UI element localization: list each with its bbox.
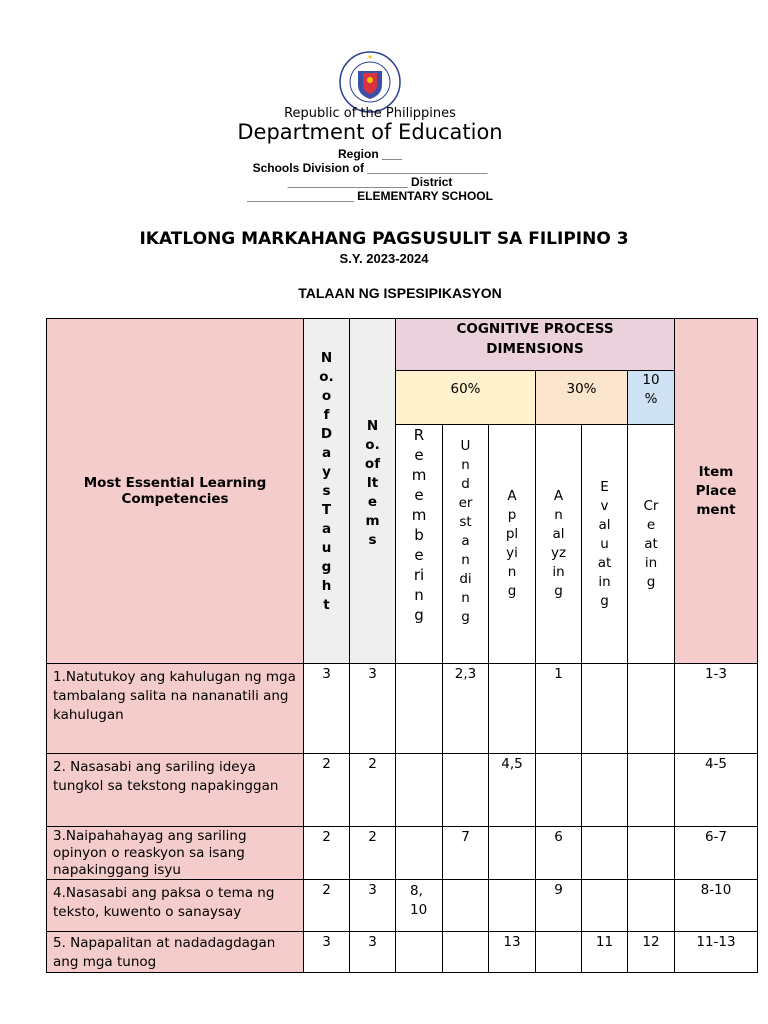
applying-cell: 4,5 [489, 754, 536, 827]
creating-cell [628, 880, 675, 932]
evaluating-cell [582, 880, 628, 932]
items-cell: 3 [350, 932, 396, 973]
days-cell: 2 [304, 827, 350, 880]
region-line: Region ___ [337, 147, 403, 161]
table-row [47, 827, 758, 880]
creating-cell [628, 827, 675, 880]
exam-title: IKATLONG MARKAHANG PAGSUSULIT SA FILIPINO 3 [139, 229, 629, 249]
evaluating-header [582, 425, 628, 664]
days-taught-label: N o. o f D a y s T a u g h t [319, 350, 334, 613]
school-line: ________________ ELEMENTARY SCHOOL [247, 189, 493, 203]
competency-cell: 2. Nasasabi ang sariling ideya tungkol sa tekstong napakinggan [47, 754, 304, 827]
understanding-cell: 2,3 [443, 664, 489, 754]
district-line: __________________ District [287, 175, 453, 189]
analyzing-cell [536, 754, 582, 827]
analyzing-cell: 6 [536, 827, 582, 880]
division-line: Schools Division of __________________ [252, 161, 488, 175]
understanding-cell [443, 754, 489, 827]
specification-table [46, 318, 758, 973]
items-cell: 2 [350, 827, 396, 880]
competencies-header: Most Essential Learning Competencies [47, 319, 304, 664]
table-row [47, 880, 758, 932]
analyzing-header [536, 425, 582, 664]
analyzing-cell: 1 [536, 664, 582, 754]
evaluating-cell [582, 754, 628, 827]
remembering-label: R e m e m b e ri n g [411, 426, 427, 624]
placement-cell: 6-7 [675, 827, 758, 880]
creating-cell [628, 754, 675, 827]
evaluating-cell [582, 827, 628, 880]
days-cell: 2 [304, 880, 350, 932]
remembering-cell [396, 754, 443, 827]
pct-30-cell: 30% [536, 371, 628, 425]
table-subtitle: TALAAN NG ISPESIPIKASYON [298, 285, 502, 301]
no-of-items-header [350, 319, 396, 664]
applying-cell: 13 [489, 932, 536, 973]
analyzing-cell: 9 [536, 880, 582, 932]
evaluating-label: E v al u at in g [597, 478, 612, 609]
creating-cell [628, 664, 675, 754]
evaluating-cell [582, 664, 628, 754]
understanding-cell [443, 932, 489, 973]
understanding-label: U n d er st a n di n g [458, 438, 473, 625]
analyzing-cell [536, 932, 582, 973]
understanding-header [443, 425, 489, 664]
applying-label: A p pl yi n g [505, 488, 519, 599]
items-cell: 3 [350, 880, 396, 932]
placement-cell: 1-3 [675, 664, 758, 754]
cognitive-dimensions-header: COGNITIVE PROCESS DIMENSIONS [396, 319, 675, 371]
placement-cell: 4-5 [675, 754, 758, 827]
placement-cell: 8-10 [675, 880, 758, 932]
applying-cell [489, 880, 536, 932]
creating-cell: 12 [628, 932, 675, 973]
creating-label: Cr e at in g [643, 497, 659, 590]
placement-cell: 11-13 [675, 932, 758, 973]
remembering-cell: 8, 10 [396, 880, 443, 932]
no-of-items-label: N o. of It e m s [364, 418, 381, 548]
item-placement-header: Item Place ment [675, 319, 758, 664]
analyzing-label: A n al yz in g [550, 488, 567, 599]
applying-header [489, 425, 536, 664]
days-cell: 2 [304, 754, 350, 827]
table-row [47, 754, 758, 827]
applying-cell [489, 827, 536, 880]
understanding-cell [443, 880, 489, 932]
table-row [47, 664, 758, 754]
creating-header [628, 425, 675, 664]
remembering-cell [396, 827, 443, 880]
competency-cell: 1.Natutukoy ang kahulugan ng mga tambalang salita na nananatili ang kahulugan [47, 664, 304, 754]
competency-cell: 4.Nasasabi ang paksa o tema ng teksto, kuwento o sanaysay [47, 880, 304, 932]
competency-cell: 5. Napapalitan at nadadagdagan ang mga tunog [47, 932, 304, 973]
republic-line: Republic of the Philippines [284, 106, 456, 121]
days-cell: 3 [304, 932, 350, 973]
pct-10-cell: 10 % [628, 371, 675, 425]
understanding-cell: 7 [443, 827, 489, 880]
department-name: Department of Education [237, 120, 503, 144]
table-row [47, 932, 758, 973]
pct-60-cell: 60% [396, 371, 536, 425]
applying-cell [489, 664, 536, 754]
deped-seal-logo [339, 51, 401, 113]
evaluating-cell: 11 [582, 932, 628, 973]
remembering-header [396, 425, 443, 664]
competency-cell: 3.Naipahahayag ang sariling opinyon o reaskyon sa isang napakinggang isyu [47, 827, 304, 880]
days-taught-header [304, 319, 350, 664]
remembering-cell [396, 664, 443, 754]
items-cell: 2 [350, 754, 396, 827]
remembering-cell [396, 932, 443, 973]
items-cell: 3 [350, 664, 396, 754]
days-cell: 3 [304, 664, 350, 754]
school-year: S.Y. 2023-2024 [339, 251, 429, 266]
